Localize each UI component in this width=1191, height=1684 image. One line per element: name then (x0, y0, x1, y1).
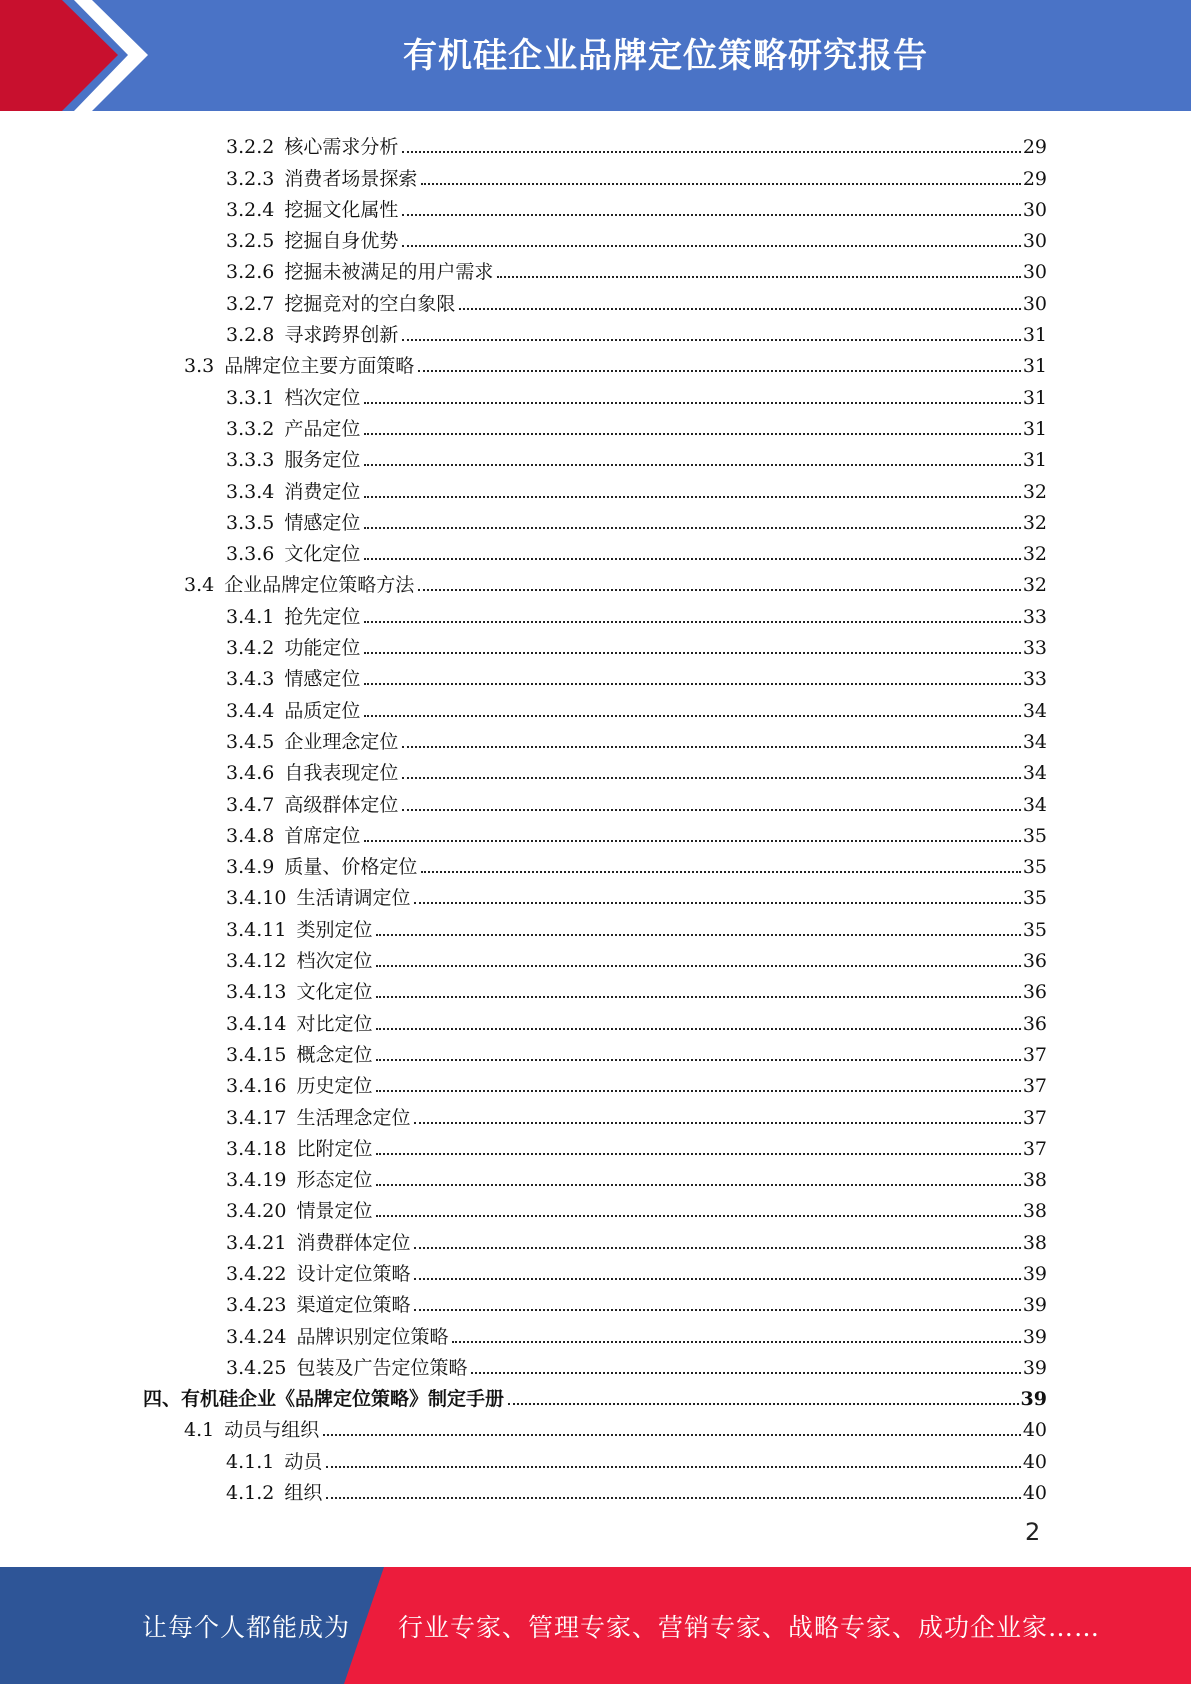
toc-entry-number: 3.4.6 (226, 762, 275, 785)
toc-entry[interactable] (0, 127, 1191, 158)
toc-entry-page: 37 (1022, 1106, 1047, 1129)
toc-entry-title: 核心需求分析 (284, 136, 399, 159)
toc-entry[interactable] (0, 1473, 1191, 1504)
toc-entry-page: 35 (1022, 918, 1047, 941)
toc-entry-title: 文化定位 (284, 543, 361, 566)
toc-entry[interactable] (0, 1316, 1191, 1347)
toc-entry-title: 文化定位 (296, 981, 373, 1004)
toc-entry-page: 34 (1022, 793, 1047, 816)
toc-entry-page: 38 (1022, 1200, 1047, 1223)
toc-entry[interactable] (0, 1191, 1191, 1222)
toc-entry-page: 39 (1022, 1356, 1047, 1379)
header-arrow-accent (0, 0, 160, 111)
toc-entry-number: 3.4.17 (226, 1106, 287, 1129)
toc-entry-page: 31 (1022, 417, 1047, 440)
toc-entry[interactable] (0, 941, 1191, 972)
toc-dot-leader (323, 1434, 1021, 1436)
toc-dot-leader (364, 715, 1020, 717)
toc-entry[interactable] (0, 283, 1191, 314)
toc-dot-leader (376, 1153, 1020, 1155)
toc-dot-leader (376, 934, 1020, 936)
toc-entry-number: 3.3.5 (226, 511, 275, 534)
toc-entry[interactable] (0, 659, 1191, 690)
toc-entry-title: 消费者场景探索 (284, 167, 418, 190)
toc-entry-page: 39 (1020, 1388, 1047, 1411)
toc-entry[interactable] (0, 628, 1191, 659)
footer-slogan-left: 让每个人都能成为 (142, 1612, 351, 1642)
toc-entry-number: 3.3.6 (226, 543, 275, 566)
toc-entry-number: 4.1.2 (226, 1482, 275, 1505)
toc-entry-number: 3.4.24 (226, 1325, 287, 1348)
toc-dot-leader (452, 1341, 1020, 1343)
toc-dot-leader (418, 589, 1021, 591)
toc-entry-page: 36 (1022, 950, 1047, 973)
toc-entry-title: 渠道定位策略 (296, 1294, 411, 1317)
report-title: 有机硅企业品牌定位策略研究报告 (403, 35, 928, 76)
toc-dot-leader (376, 1059, 1020, 1061)
toc-entry-number: 3.4.16 (226, 1075, 287, 1098)
toc-entry-title: 服务定位 (284, 449, 361, 472)
toc-entry-title: 形态定位 (296, 1169, 373, 1192)
toc-dot-leader (414, 1247, 1020, 1249)
toc-entry[interactable] (0, 1003, 1191, 1034)
toc-dot-leader (414, 1122, 1020, 1124)
toc-entry-title: 挖掘文化属性 (284, 198, 399, 221)
toc-entry-number: 4.1 (184, 1419, 215, 1442)
toc-entry-title: 动员 (284, 1450, 323, 1473)
toc-dot-leader (376, 1184, 1020, 1186)
toc-entry-number: 3.4 (184, 574, 215, 597)
toc-entry-number: 3.4.3 (226, 668, 275, 691)
toc-entry-number: 3.3 (184, 355, 215, 378)
toc-entry[interactable] (0, 1285, 1191, 1316)
toc-entry-page: 34 (1022, 699, 1047, 722)
toc-entry[interactable] (0, 1441, 1191, 1472)
toc-entry-page: 31 (1022, 355, 1047, 378)
toc-dot-leader (376, 996, 1020, 998)
toc-entry-page: 30 (1022, 230, 1047, 253)
toc-entry[interactable] (0, 315, 1191, 346)
toc-entry[interactable] (0, 252, 1191, 283)
toc-dot-leader (364, 652, 1020, 654)
toc-entry-number: 3.3.1 (226, 386, 275, 409)
toc-dot-leader (414, 1278, 1020, 1280)
toc-dot-leader (402, 746, 1020, 748)
toc-dot-leader (376, 1028, 1020, 1030)
toc-entry[interactable] (0, 847, 1191, 878)
toc-entry-title: 挖掘自身优势 (284, 230, 399, 253)
toc-entry-number: 3.4.10 (226, 887, 287, 910)
toc-entry-title: 自我表现定位 (284, 762, 399, 785)
toc-entry-title: 高级群体定位 (284, 793, 399, 816)
toc-entry-title: 对比定位 (296, 1012, 373, 1035)
toc-dot-leader (376, 1215, 1020, 1217)
toc-entry[interactable] (0, 1097, 1191, 1128)
toc-entry-page: 33 (1022, 637, 1047, 660)
toc-entry-number: 3.4.12 (226, 950, 287, 973)
toc-entry[interactable] (0, 221, 1191, 252)
toc-entry-page: 40 (1022, 1450, 1047, 1473)
toc-entry-title: 品牌定位主要方面策略 (224, 355, 415, 378)
toc-entry-page: 33 (1022, 668, 1047, 691)
toc-entry[interactable] (0, 1379, 1191, 1410)
toc-dot-leader (471, 1372, 1020, 1374)
toc-entry-title: 设计定位策略 (296, 1262, 411, 1285)
toc-entry[interactable] (0, 190, 1191, 221)
toc-entry[interactable] (0, 565, 1191, 596)
toc-entry-page: 37 (1022, 1137, 1047, 1160)
toc-dot-leader (364, 840, 1020, 842)
toc-dot-leader (497, 276, 1020, 278)
toc-entry-title: 品牌识别定位策略 (296, 1325, 449, 1348)
report-header (0, 0, 1191, 111)
toc-dot-leader (364, 496, 1020, 498)
toc-entry-title: 首席定位 (284, 824, 361, 847)
toc-entry-page: 36 (1022, 1012, 1047, 1035)
toc-entry-page: 37 (1022, 1075, 1047, 1098)
toc-entry-number: 3.4.2 (226, 637, 275, 660)
toc-dot-leader (508, 1403, 1019, 1405)
toc-entry[interactable] (0, 503, 1191, 534)
toc-dot-leader (376, 965, 1020, 967)
toc-entry-title: 企业理念定位 (284, 730, 399, 753)
toc-dot-leader (376, 1090, 1020, 1092)
toc-entry-title: 类别定位 (296, 918, 373, 941)
toc-entry[interactable] (0, 1348, 1191, 1379)
toc-entry[interactable] (0, 471, 1191, 502)
toc-entry-page: 40 (1022, 1482, 1047, 1505)
toc-entry-number: 3.2.5 (226, 230, 275, 253)
toc-entry-title: 寻求跨界创新 (284, 324, 399, 347)
toc-entry-title: 档次定位 (284, 386, 361, 409)
toc-entry-page: 37 (1022, 1043, 1047, 1066)
toc-entry[interactable] (0, 1222, 1191, 1253)
toc-entry-number: 3.4.14 (226, 1012, 287, 1035)
toc-entry-number: 3.3.4 (226, 480, 275, 503)
toc-entry-number: 3.4.20 (226, 1200, 287, 1223)
toc-entry-number: 3.3.2 (226, 417, 275, 440)
toc-entry-number: 3.4.4 (226, 699, 275, 722)
toc-entry-page: 30 (1022, 292, 1047, 315)
toc-entry[interactable] (0, 816, 1191, 847)
toc-entry[interactable] (0, 1254, 1191, 1285)
toc-entry-title: 消费定位 (284, 480, 361, 503)
toc-entry-page: 36 (1022, 981, 1047, 1004)
toc-entry[interactable] (0, 722, 1191, 753)
toc-entry-title: 生活请调定位 (296, 887, 411, 910)
toc-entry-page: 29 (1022, 167, 1047, 190)
toc-dot-leader (364, 683, 1020, 685)
toc-dot-leader (414, 902, 1020, 904)
toc-dot-leader (326, 1497, 1020, 1499)
toc-entry-page: 39 (1022, 1294, 1047, 1317)
toc-entry-title: 四、有机硅企业《品牌定位策略》制定手册 (143, 1388, 505, 1411)
toc-entry-page: 39 (1022, 1325, 1047, 1348)
toc-entry-number: 3.4.18 (226, 1137, 287, 1160)
toc-entry-title: 企业品牌定位策略方法 (224, 574, 415, 597)
toc-entry-title: 组织 (284, 1482, 323, 1505)
toc-dot-leader (402, 214, 1020, 216)
toc-entry[interactable] (0, 1066, 1191, 1097)
toc-entry-title: 情景定位 (296, 1200, 373, 1223)
toc-entry[interactable] (0, 1129, 1191, 1160)
toc-entry-title: 情感定位 (284, 511, 361, 534)
toc-entry-number: 3.3.3 (226, 449, 275, 472)
toc-entry-number: 3.4.21 (226, 1231, 287, 1254)
toc-dot-leader (326, 1466, 1020, 1468)
toc-entry-page: 33 (1022, 605, 1047, 628)
toc-dot-leader (421, 871, 1020, 873)
toc-entry-page: 35 (1022, 856, 1047, 879)
toc-entry-number: 4.1.1 (226, 1450, 275, 1473)
toc-entry[interactable] (0, 878, 1191, 909)
toc-entry[interactable] (0, 440, 1191, 471)
toc-entry-page: 30 (1022, 198, 1047, 221)
toc-entry[interactable] (0, 1035, 1191, 1066)
toc-entry-page: 32 (1022, 543, 1047, 566)
toc-entry-number: 3.4.7 (226, 793, 275, 816)
table-of-contents (0, 127, 1191, 1504)
toc-entry-number: 3.2.2 (226, 136, 275, 159)
toc-entry[interactable] (0, 158, 1191, 189)
toc-dot-leader (402, 245, 1020, 247)
toc-entry-page: 32 (1022, 480, 1047, 503)
toc-entry-number: 3.4.9 (226, 856, 275, 879)
toc-entry-title: 抢先定位 (284, 605, 361, 628)
toc-entry[interactable] (0, 784, 1191, 815)
toc-entry-number: 3.4.23 (226, 1294, 287, 1317)
toc-dot-leader (402, 809, 1020, 811)
toc-entry-number: 3.4.19 (226, 1169, 287, 1192)
toc-dot-leader (421, 183, 1020, 185)
page-number: 2 (1025, 1518, 1041, 1546)
footer-slogan-right: 行业专家、管理专家、营销专家、战略专家、成功企业家…… (398, 1612, 1101, 1642)
toc-entry-title: 包装及广告定位策略 (296, 1356, 468, 1379)
toc-dot-leader (402, 151, 1020, 153)
toc-entry-title: 情感定位 (284, 668, 361, 691)
toc-entry-title: 产品定位 (284, 417, 361, 440)
toc-entry-number: 3.4.25 (226, 1356, 287, 1379)
toc-entry-title: 生活理念定位 (296, 1106, 411, 1129)
toc-entry-number: 3.4.11 (226, 918, 287, 941)
toc-dot-leader (364, 527, 1020, 529)
toc-entry-title: 动员与组织 (224, 1419, 320, 1442)
toc-dot-leader (402, 777, 1020, 779)
toc-dot-leader (459, 308, 1020, 310)
toc-entry-number: 3.4.8 (226, 824, 275, 847)
toc-entry-page: 39 (1022, 1262, 1047, 1285)
toc-entry[interactable] (0, 690, 1191, 721)
toc-dot-leader (402, 339, 1020, 341)
toc-entry[interactable] (0, 409, 1191, 440)
toc-entry-number: 3.4.13 (226, 981, 287, 1004)
toc-entry[interactable] (0, 534, 1191, 565)
toc-entry-page: 34 (1022, 730, 1047, 753)
toc-entry-page: 31 (1022, 449, 1047, 472)
toc-entry-title: 品质定位 (284, 699, 361, 722)
toc-entry-title: 历史定位 (296, 1075, 373, 1098)
toc-entry[interactable] (0, 753, 1191, 784)
toc-entry-number: 3.2.8 (226, 324, 275, 347)
toc-entry[interactable] (0, 909, 1191, 940)
toc-entry-number: 3.2.3 (226, 167, 275, 190)
toc-entry-title: 质量、价格定位 (284, 856, 418, 879)
toc-entry-number: 3.4.15 (226, 1043, 287, 1066)
toc-entry-title: 挖掘未被满足的用户需求 (284, 261, 494, 284)
toc-entry-page: 32 (1022, 574, 1047, 597)
toc-entry-title: 档次定位 (296, 950, 373, 973)
toc-dot-leader (364, 402, 1020, 404)
toc-entry[interactable] (0, 1410, 1191, 1441)
toc-entry-title: 比附定位 (296, 1137, 373, 1160)
toc-entry-page: 40 (1022, 1419, 1047, 1442)
toc-entry-page: 35 (1022, 887, 1047, 910)
toc-dot-leader (364, 558, 1020, 560)
footer-banner (0, 1567, 1191, 1684)
toc-entry-page: 30 (1022, 261, 1047, 284)
toc-dot-leader (418, 370, 1021, 372)
toc-entry-page: 34 (1022, 762, 1047, 785)
toc-entry[interactable] (0, 596, 1191, 627)
toc-dot-leader (364, 433, 1020, 435)
toc-entry-page: 38 (1022, 1169, 1047, 1192)
toc-entry-number: 3.4.1 (226, 605, 275, 628)
toc-dot-leader (364, 621, 1020, 623)
toc-entry-number: 3.2.7 (226, 292, 275, 315)
toc-entry[interactable] (0, 346, 1191, 377)
toc-entry-number: 3.2.6 (226, 261, 275, 284)
toc-entry-title: 概念定位 (296, 1043, 373, 1066)
toc-entry-title: 功能定位 (284, 637, 361, 660)
toc-entry[interactable] (0, 972, 1191, 1003)
toc-entry-title: 消费群体定位 (296, 1231, 411, 1254)
toc-entry-page: 35 (1022, 824, 1047, 847)
toc-entry-number: 3.4.5 (226, 730, 275, 753)
toc-entry-page: 29 (1022, 136, 1047, 159)
toc-entry-page: 31 (1022, 324, 1047, 347)
toc-dot-leader (364, 464, 1020, 466)
toc-entry-title: 挖掘竞对的空白象限 (284, 292, 456, 315)
toc-entry[interactable] (0, 1160, 1191, 1191)
toc-entry-number: 3.4.22 (226, 1262, 287, 1285)
toc-entry[interactable] (0, 377, 1191, 408)
toc-entry-page: 38 (1022, 1231, 1047, 1254)
toc-entry-page: 32 (1022, 511, 1047, 534)
toc-entry-number: 3.2.4 (226, 198, 275, 221)
toc-entry-page: 31 (1022, 386, 1047, 409)
toc-dot-leader (414, 1309, 1020, 1311)
